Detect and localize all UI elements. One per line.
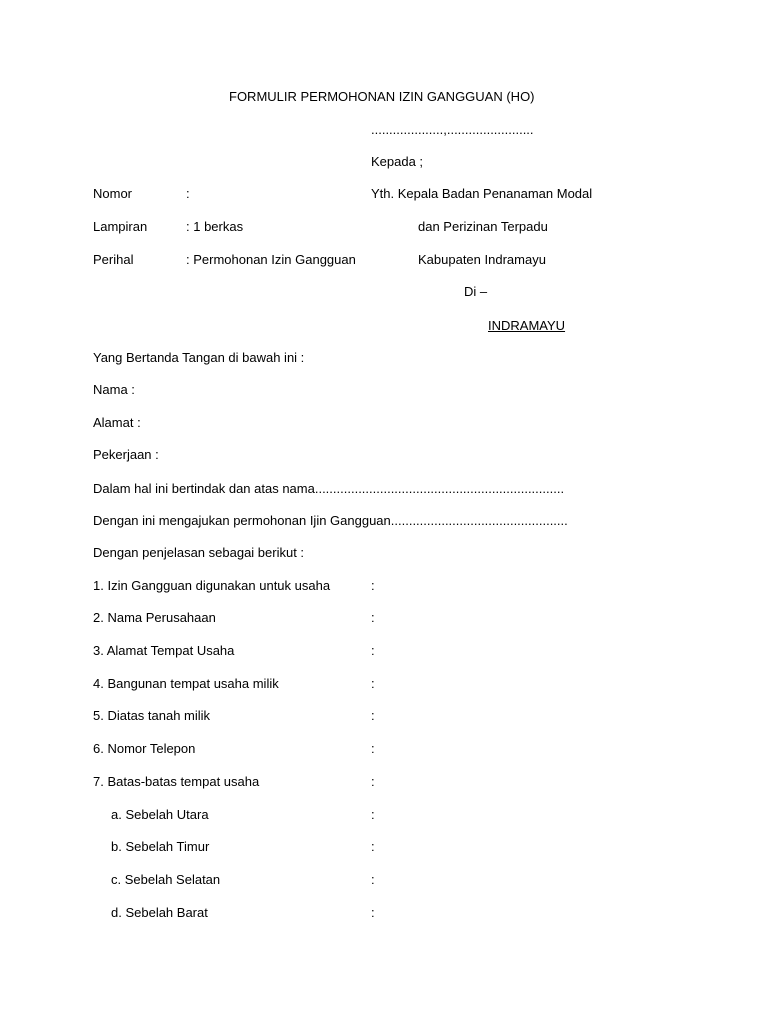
item-colon: : — [371, 676, 375, 691]
item-label: 2. Nama Perusahaan — [93, 610, 216, 625]
nama-field-label: Nama : — [93, 382, 135, 397]
item-label: 3. Alamat Tempat Usaha — [93, 643, 235, 658]
recipient-line-2: dan Perizinan Terpadu — [418, 219, 548, 234]
alamat-field-label: Alamat : — [93, 415, 141, 430]
recipient-line-1: Yth. Kepala Badan Penanaman Modal — [371, 186, 593, 201]
item-colon: : — [371, 741, 375, 756]
perihal-label: Perihal — [93, 252, 134, 267]
request-line: Dengan ini mengajukan permohonan Ijin Gangguan................................................. — [93, 513, 568, 528]
intro-line: Yang Bertanda Tangan di bawah ini : — [93, 350, 305, 365]
form-title: FORMULIR PERMOHONAN IZIN GANGGUAN (HO) — [229, 89, 535, 104]
nomor-label: Nomor — [93, 186, 133, 201]
sub-item-label: a. Sebelah Utara — [111, 807, 209, 822]
item-colon: : — [371, 610, 375, 625]
item-label: 1. Izin Gangguan digunakan untuk usaha — [93, 578, 331, 593]
item-colon: : — [371, 708, 375, 723]
date-line: ....................,........................ — [371, 122, 534, 137]
item-label: 5. Diatas tanah milik — [93, 708, 211, 723]
item-label: 4. Bangunan tempat usaha milik — [93, 676, 279, 691]
lampiran-label: Lampiran — [93, 219, 148, 234]
details-intro-line: Dengan penjelasan sebagai berikut : — [93, 545, 305, 560]
sub-item-label: b. Sebelah Timur — [111, 839, 210, 854]
item-label: 7. Batas-batas tempat usaha — [93, 774, 260, 789]
sub-item-label: d. Sebelah Barat — [111, 905, 208, 920]
sub-item-colon: : — [371, 872, 375, 887]
sub-item-colon: : — [371, 905, 375, 920]
perihal-value: : Permohonan Izin Gangguan — [186, 252, 356, 267]
sub-item-colon: : — [371, 839, 375, 854]
sub-item-label: c. Sebelah Selatan — [111, 872, 221, 887]
recipient-place: INDRAMAYU — [488, 318, 566, 333]
item-colon: : — [371, 643, 375, 658]
acting-on-behalf-line: Dalam hal ini bertindak dan atas nama..................................................................... — [93, 481, 565, 496]
sub-item-colon: : — [371, 807, 375, 822]
item-colon: : — [371, 578, 375, 593]
pekerjaan-field-label: Pekerjaan : — [93, 447, 159, 462]
recipient-line-3: Kabupaten Indramayu — [418, 252, 546, 267]
nomor-value: : — [186, 186, 190, 201]
lampiran-value: : 1 berkas — [186, 219, 244, 234]
recipient-place-prefix: Di – — [464, 284, 488, 299]
item-label: 6. Nomor Telepon — [93, 741, 196, 756]
item-colon: : — [371, 774, 375, 789]
recipient-to-label: Kepada ; — [371, 154, 424, 169]
